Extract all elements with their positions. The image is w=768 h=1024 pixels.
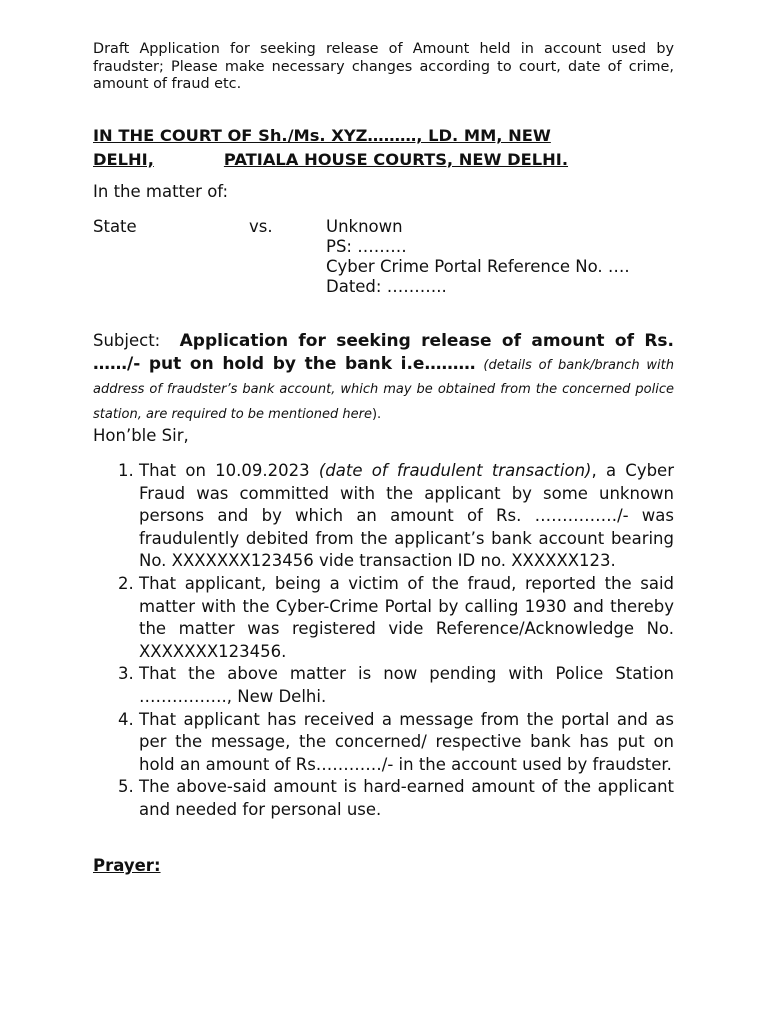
court-heading-patiala: PATIALA HOUSE COURTS, NEW DELHI.: [223, 149, 569, 169]
court-heading-delhi: DELHI,: [93, 149, 154, 169]
item-emphasis: (date of fraudulent transaction): [318, 461, 592, 480]
list-item: [93, 573, 674, 663]
item-number: 2.: [118, 573, 134, 593]
subject-closing: ).: [371, 406, 382, 422]
list-item: [93, 776, 674, 821]
party-state: State: [93, 217, 137, 236]
party-unknown: Unknown: [326, 217, 403, 236]
numbered-points: [93, 460, 674, 822]
item-text: The above-said amount is hard-earned amount of the applicant and needed for personal use.: [139, 777, 674, 819]
court-heading: [93, 124, 653, 171]
item-text: That applicant, being a victim of the fraud, reported the said matter with the Cyber-Crime Portal by calling 1930 and thereby the matter was registered vide Reference/Acknowledge No. XXXXXXX123456.: [139, 573, 674, 661]
prayer-heading: Prayer:: [93, 856, 161, 875]
dated: Dated: ………..: [326, 277, 447, 296]
item-text: That on 10.09.2023: [139, 461, 319, 480]
subject-title: Application for seeking release of amount of Rs. ……/- put on hold by the bank i.e………: [93, 331, 674, 374]
police-station: PS: ………: [326, 237, 407, 256]
item-number: 1.: [118, 461, 134, 480]
item-number: 4.: [118, 709, 134, 729]
court-heading-line1: IN THE COURT OF Sh./Ms. XYZ………, LD. MM, NEW: [93, 126, 551, 145]
item-text-continued: , a Cyber Fraud was committed with the applicant by some unknown persons and by which an amount of Rs. ……………/- was fraudulently debited from the applicant’s bank account bearing No. XXXXXXX123456 vide transaction ID no. XXXXXX123.: [139, 461, 674, 571]
list-item: [93, 709, 674, 777]
subject-details: (details of bank/branch with address of fraudster’s bank account, which may be obtained from the concerned police station, are required to be mentioned here: [93, 357, 674, 422]
item-text: That applicant has received a message from the portal and as per the message, the concerned/ respective bank has put on hold an amount of Rs…………/- in the account used by fraudster.: [139, 709, 674, 774]
item-number: 3.: [118, 664, 134, 684]
portal-reference: Cyber Crime Portal Reference No. ….: [326, 257, 630, 276]
list-item: [93, 460, 674, 573]
list-item: [93, 663, 674, 708]
party-vs: vs.: [249, 217, 273, 236]
subject-label: Subject:: [93, 331, 161, 350]
subject-paragraph: [93, 330, 674, 426]
salutation: Hon’ble Sir,: [93, 426, 189, 445]
in-the-matter-of: In the matter of:: [93, 182, 229, 201]
item-number: 5.: [118, 777, 134, 797]
draft-note: Draft Application for seeking release of Amount held in account used by fraudster; Please make necessary changes according to court, date of crime, amount of fraud etc.: [93, 41, 674, 93]
item-text: That the above matter is now pending with Police Station ……………., New Delhi.: [139, 664, 674, 706]
